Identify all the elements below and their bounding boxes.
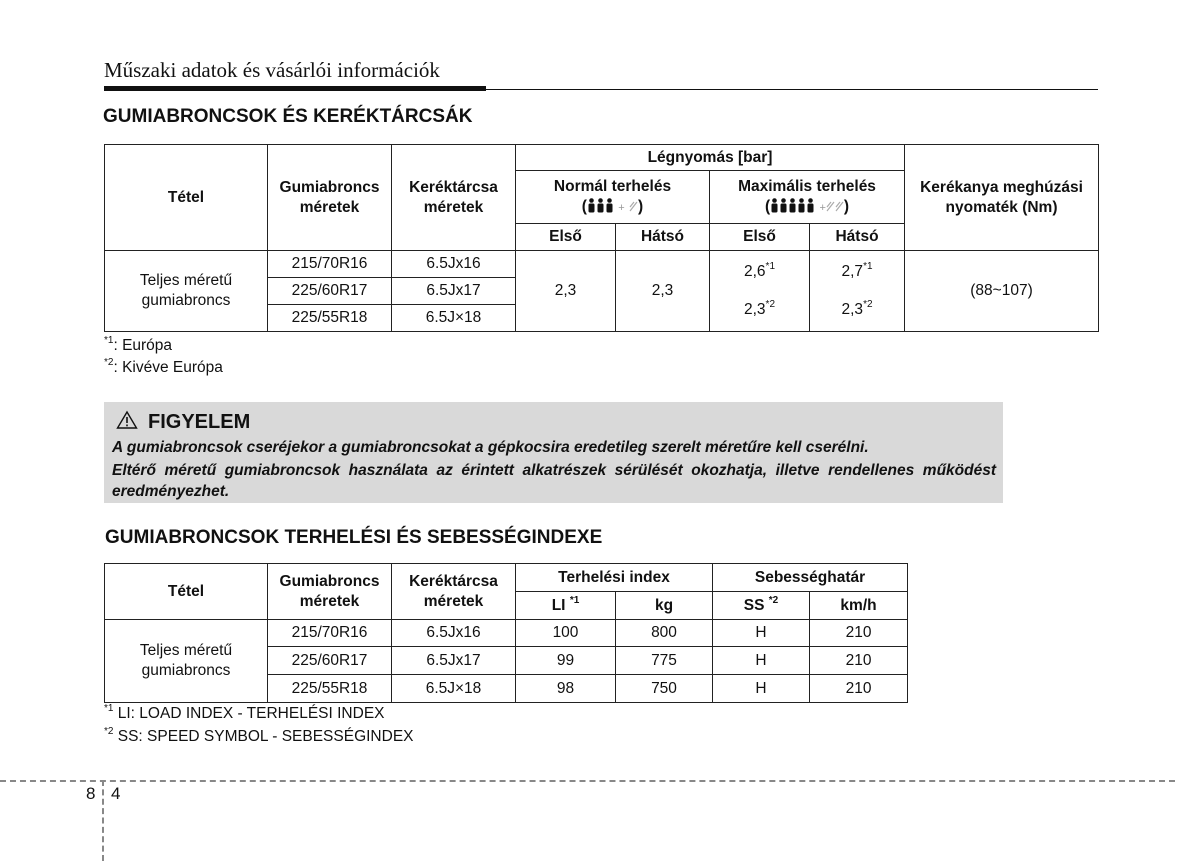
wheel-size-cell: 6.5Jx17 <box>392 647 516 675</box>
torque-value: (88~107) <box>905 251 1099 332</box>
kmh-cell: 210 <box>810 675 908 703</box>
max-front-cell <box>710 251 810 332</box>
li-cell: 100 <box>516 620 616 647</box>
header-rule <box>104 89 1098 90</box>
header-kmh: km/h <box>810 592 908 620</box>
footnote-mark: *1 <box>569 594 580 606</box>
header-torque: Kerékanya meghúzási nyomaték (Nm) <box>905 145 1099 251</box>
header-normal-front: Első <box>516 224 616 251</box>
wheel-size-cell: 6.5J×18 <box>392 675 516 703</box>
header-load-index: Terhelési index <box>516 564 713 592</box>
normal-load-icons: ( + ) <box>581 197 644 215</box>
person-icon <box>797 198 806 213</box>
max-load-label: Maximális terhelés <box>738 177 876 195</box>
load-section-title: GUMIABRONCSOK TERHELÉSI ÉS SEBESSÉGINDEXE <box>105 527 603 548</box>
header-max-rear: Hátsó <box>810 224 905 251</box>
ss-label: SS <box>743 596 765 614</box>
header-wheel-size: Keréktárcsa méretek <box>392 145 516 251</box>
header-item: Tétel <box>105 564 268 620</box>
max-rear-eu-value: 2,7 <box>841 263 864 280</box>
luggage-icon <box>835 198 844 213</box>
header-item: Tétel <box>105 145 268 251</box>
footnote-2 <box>104 728 414 746</box>
header-max-load <box>710 171 905 224</box>
warning-line-2: Eltérő méretű gumiabroncsok használata az érintett alkatrészek sérülését okozhatja, illetve rendellenes működést eredményezhet. <box>112 462 996 500</box>
header-pressure: Légnyomás [bar] <box>516 145 905 171</box>
wheel-size-cell: 6.5Jx17 <box>392 278 516 305</box>
tire-size-cell: 225/60R17 <box>268 278 392 305</box>
max-front-other-value: 2,3 <box>743 301 766 318</box>
tire-size-cell: 215/70R16 <box>268 251 392 278</box>
normal-load-label: Normál terhelés <box>553 177 672 195</box>
header-normal-load <box>516 171 710 224</box>
header-tire-size: Gumiabroncs méretek <box>268 564 392 620</box>
person-icon <box>587 198 596 213</box>
load-speed-table <box>104 563 908 703</box>
plus-sign: + <box>618 201 625 214</box>
kmh-cell: 210 <box>810 647 908 675</box>
ss-cell: H <box>713 647 810 675</box>
tire-section-title: GUMIABRONCSOK ÉS KERÉKTÁRCSÁK <box>103 106 473 127</box>
warning-title: FIGYELEM <box>148 411 251 433</box>
footnote-text: : Kivéve Európa <box>113 359 223 376</box>
person-icon <box>770 198 779 213</box>
tire-size-cell: 225/55R18 <box>268 305 392 332</box>
warning-triangle-icon <box>116 410 138 430</box>
ss-cell: H <box>713 675 810 703</box>
footnote-mark: *2 <box>104 357 114 368</box>
footnote-mark: *2 <box>863 299 873 310</box>
footnote-mark: *1 <box>104 335 114 346</box>
item-label: Teljes méretű gumiabroncs <box>105 620 268 703</box>
tire-size-cell: 225/60R17 <box>268 647 392 675</box>
normal-front-value: 2,3 <box>516 251 616 332</box>
tire-size-cell: 225/55R18 <box>268 675 392 703</box>
footnote-mark: *1 <box>104 703 114 714</box>
person-icon <box>605 198 614 213</box>
max-front-eu-value: 2,6 <box>743 263 766 280</box>
page-number: 4 <box>111 784 121 803</box>
max-load-icons: ( + ) <box>764 197 850 215</box>
tire-size-cell: 215/70R16 <box>268 620 392 647</box>
li-label: LI <box>551 596 566 614</box>
page-header-title: Műszaki adatok és vásárlói információk <box>104 58 440 82</box>
footer-dashed-divider <box>102 780 104 861</box>
footnote-text: LI: LOAD INDEX - TERHELÉSI INDEX <box>113 705 385 722</box>
header-max-front: Első <box>710 224 810 251</box>
warning-line-1: A gumiabroncsok cseréjekor a gumiabroncsokat a gépkocsira eredetileg szerelt méretűre kell cserélni. <box>112 439 869 456</box>
li-cell: 99 <box>516 647 616 675</box>
header-kg: kg <box>616 592 713 620</box>
chapter-number: 8 <box>86 784 96 803</box>
tire-pressure-table <box>104 144 1099 332</box>
plus-sign: + <box>819 201 826 214</box>
normal-rear-value: 2,3 <box>616 251 710 332</box>
person-icon <box>596 198 605 213</box>
person-icon <box>779 198 788 213</box>
wheel-size-cell: 6.5Jx16 <box>392 620 516 647</box>
header-normal-rear: Hátsó <box>616 224 710 251</box>
footnote-mark: *1 <box>765 261 775 272</box>
footer-dashed-rule <box>0 780 1175 782</box>
wheel-size-cell: 6.5Jx16 <box>392 251 516 278</box>
luggage-icon <box>629 198 638 213</box>
footnote-mark: *2 <box>765 299 775 310</box>
person-icon <box>806 198 815 213</box>
header-tire-size: Gumiabroncs méretek <box>268 145 392 251</box>
footnote-1 <box>104 705 385 723</box>
header-speed-limit: Sebességhatár <box>713 564 908 592</box>
kg-cell: 750 <box>616 675 713 703</box>
max-rear-cell <box>810 251 905 332</box>
wheel-size-cell: 6.5J×18 <box>392 305 516 332</box>
item-label: Teljes méretű gumiabroncs <box>105 251 268 332</box>
footnote-mark: *1 <box>863 261 873 272</box>
footnote-2 <box>104 359 223 377</box>
header-wheel-size: Keréktárcsa méretek <box>392 564 516 620</box>
footnote-text: : Európa <box>113 337 173 354</box>
luggage-icon <box>826 198 835 213</box>
max-rear-other-value: 2,3 <box>841 301 864 318</box>
kg-cell: 775 <box>616 647 713 675</box>
footnote-1 <box>104 337 172 355</box>
kmh-cell: 210 <box>810 620 908 647</box>
person-icon <box>788 198 797 213</box>
li-cell: 98 <box>516 675 616 703</box>
kg-cell: 800 <box>616 620 713 647</box>
header-li <box>516 592 616 620</box>
footnote-mark: *2 <box>104 726 114 737</box>
ss-cell: H <box>713 620 810 647</box>
footnote-mark: *2 <box>768 594 779 606</box>
footnote-text: SS: SPEED SYMBOL - SEBESSÉGINDEX <box>113 728 414 745</box>
header-ss <box>713 592 810 620</box>
